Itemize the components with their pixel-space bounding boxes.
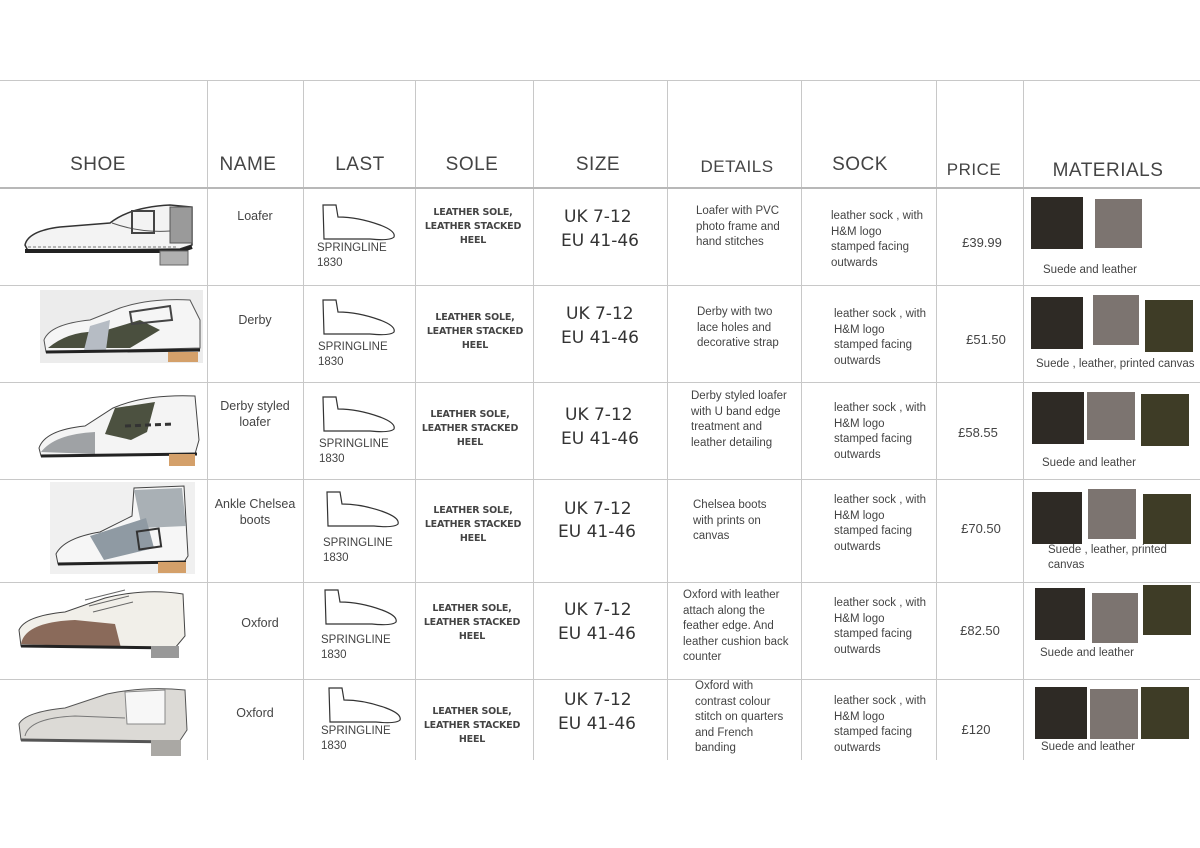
row-size-uk: UK 7-12 [564, 499, 632, 519]
oxford-shoe-illustration [15, 684, 195, 760]
row-details: Derby with two lace holes and decorative strap [697, 306, 779, 349]
header-sock: SOCK [832, 154, 888, 175]
material-swatch-canvas [1141, 687, 1189, 739]
column-divider [415, 80, 416, 760]
last-outline-icon [324, 490, 404, 530]
header-sole: SOLE [445, 154, 499, 175]
row-materials: Suede and leather [1040, 647, 1134, 659]
row-size-uk: UK 7-12 [564, 207, 632, 227]
row-sole: LEATHER SOLE, LEATHER STACKED HEEL [423, 603, 521, 642]
row-price: £39.99 [962, 235, 1002, 250]
row-materials: Suede , leather, printed canvas [1048, 544, 1167, 571]
row-sock: leather sock , with H&M logo stamped facing outwards [834, 494, 927, 553]
row-last: SPRINGLINE 1830 [321, 725, 391, 752]
material-swatch-leather [1090, 689, 1138, 739]
last-outline-icon [320, 298, 400, 338]
row-materials: Suede and leather [1043, 264, 1137, 276]
row-price: £120 [961, 722, 991, 737]
column-divider [801, 80, 802, 760]
column-divider [667, 80, 668, 760]
row-price: £51.50 [966, 332, 1006, 347]
row-details: Derby styled loafer with U band edge treatment and leather detailing [691, 390, 787, 449]
material-swatch-suede [1035, 588, 1085, 640]
last-outline-icon [326, 686, 406, 726]
row-details: Chelsea boots with prints on canvas [693, 499, 767, 542]
row-size-uk: UK 7-12 [564, 600, 632, 620]
row-details: Oxford with leather attach along the feather edge. And leather cushion back counter [683, 589, 789, 663]
header-details: DETAILS [700, 157, 774, 176]
row-size-uk: UK 7-12 [565, 405, 633, 425]
row-materials: Suede and leather [1042, 457, 1136, 469]
row-sock: leather sock , with H&M logo stamped facing outwards [834, 308, 927, 367]
material-swatch-canvas [1145, 300, 1193, 352]
material-swatch-suede [1032, 392, 1084, 444]
row-sole: LEATHER SOLE, LEATHER STACKED HEEL [423, 706, 521, 745]
row-name: Oxford [241, 616, 279, 630]
row-sock: leather sock , with H&M logo stamped facing outwards [834, 402, 927, 461]
row-size-eu: EU 41-46 [558, 522, 636, 542]
row-divider [0, 479, 1200, 480]
row-size-eu: EU 41-46 [561, 231, 639, 251]
row-materials: Suede and leather [1041, 741, 1135, 753]
row-price: £58.55 [958, 425, 998, 440]
material-swatch-leather [1095, 199, 1142, 248]
column-divider [533, 80, 534, 760]
row-sock: leather sock , with H&M logo stamped facing outwards [834, 695, 927, 754]
row-size-eu: EU 41-46 [558, 624, 636, 644]
row-size-uk: UK 7-12 [566, 304, 634, 324]
material-swatch-canvas [1143, 494, 1191, 544]
header-last: LAST [335, 154, 385, 175]
header-name: NAME [219, 154, 277, 175]
last-outline-icon [320, 395, 400, 435]
material-swatch-leather [1088, 489, 1136, 539]
material-swatch-leather [1092, 593, 1138, 643]
row-materials: Suede , leather, printed canvas [1036, 358, 1195, 370]
material-swatch-suede [1035, 687, 1087, 739]
column-divider [936, 80, 937, 760]
row-details: Loafer with PVC photo frame and hand stitches [696, 205, 780, 248]
row-name: Loafer [237, 209, 273, 223]
last-outline-icon [322, 588, 402, 628]
column-divider [207, 80, 208, 760]
row-details: Oxford with contrast colour stitch on quarters and French banding [695, 680, 784, 754]
material-swatch-suede [1031, 197, 1083, 249]
row-last: SPRINGLINE 1830 [319, 438, 389, 465]
row-divider [0, 582, 1200, 583]
header-shoe: SHOE [70, 154, 126, 175]
row-size-eu: EU 41-46 [561, 429, 639, 449]
material-swatch-suede [1031, 297, 1083, 349]
row-name: Derby styled loafer [220, 399, 290, 429]
row-sock: leather sock , with H&M logo stamped facing outwards [834, 597, 927, 656]
row-sole: LEATHER SOLE, LEATHER STACKED HEEL [424, 207, 522, 246]
row-size-uk: UK 7-12 [564, 690, 632, 710]
row-price: £70.50 [961, 521, 1001, 536]
row-divider [0, 679, 1200, 680]
row-last: SPRINGLINE 1830 [318, 341, 388, 368]
row-sole: LEATHER SOLE, LEATHER STACKED HEEL [424, 505, 522, 544]
row-last: SPRINGLINE 1830 [317, 242, 387, 269]
row-sock: leather sock , with H&M logo stamped facing outwards [831, 210, 924, 269]
row-last: SPRINGLINE 1830 [323, 537, 393, 564]
header-size: SIZE [575, 154, 621, 175]
row-sole: LEATHER SOLE, LEATHER STACKED HEEL [426, 312, 524, 351]
column-divider [303, 80, 304, 760]
header-materials: MATERIALS [1052, 160, 1164, 181]
material-swatch-suede [1032, 492, 1082, 544]
derby-loafer-shoe-illustration [35, 388, 205, 468]
material-swatch-leather [1093, 295, 1139, 345]
row-size-eu: EU 41-46 [558, 714, 636, 734]
last-outline-icon [320, 203, 400, 243]
row-size-eu: EU 41-46 [561, 328, 639, 348]
row-divider [0, 285, 1200, 286]
row-last: SPRINGLINE 1830 [321, 634, 391, 661]
row-sole: LEATHER SOLE, LEATHER STACKED HEEL [421, 409, 519, 448]
header-price: PRICE [946, 160, 1002, 179]
material-swatch-leather [1087, 392, 1135, 440]
material-swatch-canvas [1141, 394, 1189, 446]
derby-shoe-illustration [40, 290, 205, 365]
header-divider [0, 187, 1200, 189]
oxford-shoe-illustration [15, 586, 195, 666]
column-divider [1023, 80, 1024, 760]
row-price: £82.50 [960, 623, 1000, 638]
row-name: Oxford [236, 706, 274, 720]
row-name: Derby [238, 313, 272, 327]
loafer-shoe-illustration [20, 193, 200, 268]
spec-sheet-table [0, 80, 1200, 760]
material-swatch-canvas [1143, 585, 1191, 635]
chelsea-boot-illustration [50, 482, 200, 577]
row-divider [0, 382, 1200, 383]
row-divider [0, 80, 1200, 81]
row-name: Ankle Chelsea boots [214, 497, 296, 527]
